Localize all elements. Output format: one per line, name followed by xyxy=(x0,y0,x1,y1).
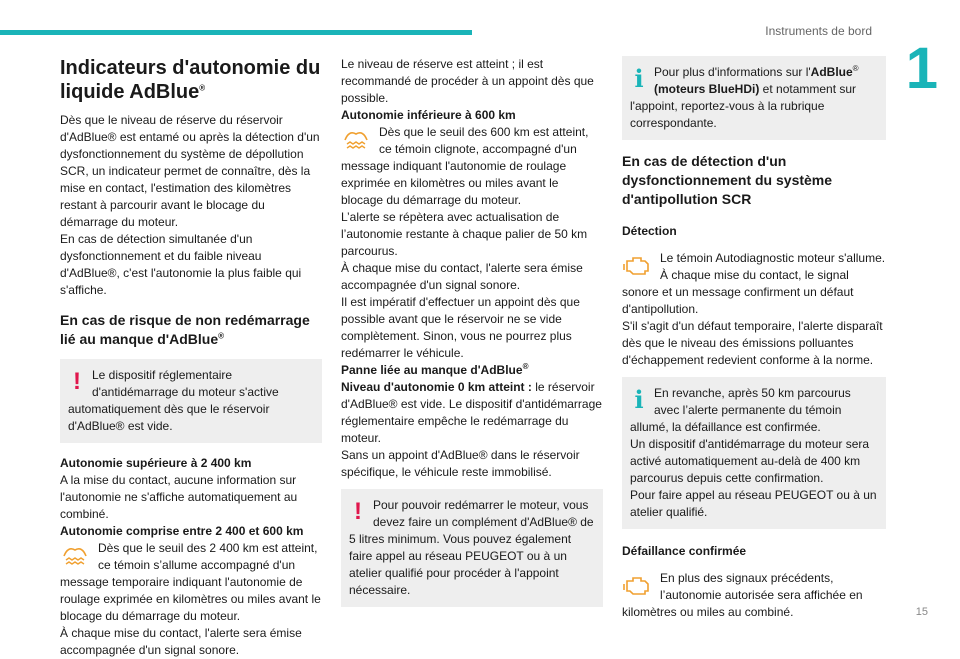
adblue-warning-icon xyxy=(341,126,371,152)
detection-block: Le témoin Autodiagnostic moteur s'allume. xyxy=(622,250,886,267)
detection-p3: S'il s'agit d'un défaut temporaire, l'alerte disparaît dès que le niveau des émissions polluantes d'échappement redevient conforme à la norme. xyxy=(622,319,883,367)
warning-icon: ! xyxy=(73,368,81,395)
panne-title: Panne liée au manque d'AdBlue® xyxy=(341,362,529,377)
confirm-block: En plus des signaux précédents, l’autonomie autorisée sera affichée en kilomètres ou miles au combiné. xyxy=(622,571,863,619)
info-icon: i xyxy=(634,64,644,93)
intro-paragraph: Dès que le niveau de réserve du réservoir d'AdBlue® est entamé ou après la détection d'un dysfonctionnement du système de dépollution SCR, un indicateur permet de connaître, dès la mise en contact, l'estimation des kilomètres restant à parcourir avant le blocage du démarrage du moteur. xyxy=(60,113,320,229)
range-text-2: À chaque mise du contact, l'alerte sera émise accompagnée d'un signal sonore. xyxy=(60,626,302,657)
warning-icon: ! xyxy=(354,498,362,525)
adblue-warning-icon xyxy=(60,542,90,568)
risk-heading: En cas de risque de non redémarrage lié au manque d'AdBlue® xyxy=(60,312,310,347)
column-3 xyxy=(622,56,886,621)
scr-heading: En cas de détection d'un dysfonctionnement du système d'antipollution SCR xyxy=(622,153,833,207)
column-1 xyxy=(60,56,322,659)
info-box: i Pour plus d'informations sur l'AdBlue® (moteurs BlueHDi) et notamment sur l'appoint, reportez-vous à la rubrique correspondante. xyxy=(622,56,886,140)
range-block: Dès que le seuil des 2 400 km est atteint, ce témoin s’allume accompagné d'un message temporaire indiquant l'autonomie de roulage exprimée en kilomètres ou miles avant le blocage du démarrage du moteur. xyxy=(60,541,321,623)
range-title: Autonomie comprise entre 2 400 et 600 km xyxy=(60,524,304,538)
page-number: 15 xyxy=(915,606,928,618)
inf600-p2: L’alerte se répètera avec actualisation de l’autonomie restante à chaque palier de 50 km parcourus. xyxy=(341,210,588,258)
panne-p2: Sans un appoint d'AdBlue® dans le réservoir spécifique, le véhicule reste immobilisé. xyxy=(341,448,580,479)
sup2400-text: A la mise du contact, aucune information sur l'autonomie ne s'affiche automatiquement au combiné. xyxy=(60,473,298,521)
detection-title: Détection xyxy=(622,224,677,238)
column-2 xyxy=(341,56,603,619)
engine-check-icon xyxy=(622,252,652,278)
detection-p2: À chaque mise du contact, le signal sonore et un message confirment un défaut d'antipollution. xyxy=(622,268,854,316)
sup2400-title: Autonomie supérieure à 2 400 km xyxy=(60,456,252,470)
inf600-p4: Il est impératif d'effectuer un appoint dès que possible avant que le réservoir ne se vide complètement. Sinon, vous ne pourrez plus redémarrer le véhicule. xyxy=(341,295,580,360)
inf600-title: Autonomie inférieure à 600 km xyxy=(341,108,516,122)
inf600-block: Dès que le seuil des 600 km est atteint, ce témoin clignote, accompagné d'un message indiquant l'autonomie de roulage exprimée en kilomètres ou miles avant le blocage du démarrage du moteur. xyxy=(341,125,589,207)
confirm-title: Défaillance confirmée xyxy=(622,544,747,558)
inf600-p3: À chaque mise du contact, l'alerte sera émise accompagnée d'un signal sonore. xyxy=(341,261,583,292)
warning-box-2: ! Pour pouvoir redémarrer le moteur, vous devez faire un complément d'AdBlue® de 5 litres minimum. Vous pouvez également faire appel au réseau PEUGEOT ou à un atelier qualifié pour procéder à l'appoint nécessaire. xyxy=(341,489,603,607)
top-accent-bar xyxy=(0,30,472,35)
reserve-paragraph: Le niveau de réserve est atteint ; il est recommandé de procéder à un appoint dès que possible. xyxy=(341,57,594,105)
header-title: Instruments de bord xyxy=(765,24,872,38)
warning-box: ! Le dispositif réglementaire d'antidémarrage du moteur s'active automatiquement dès que le réservoir d'AdBlue® est vide. xyxy=(60,359,322,443)
chapter-number: 1 xyxy=(905,36,938,101)
info-icon: i xyxy=(634,385,644,414)
info-box-2: i En revanche, après 50 km parcourus avec l’alerte permanente du témoin allumé, la défaillance est confirmée. Un dispositif d'antidémarrage du moteur sera activé automatiquement au-delà de 400 km parcourus depuis cette confirmation. Pour faire appel au réseau PEUGEOT ou à un atelier qualifié. xyxy=(622,377,886,529)
section-title: Indicateurs d'autonomie du liquide AdBlue® xyxy=(60,57,321,103)
panne-text: Niveau d'autonomie 0 km atteint : le réservoir d'AdBlue® est vide. Le dispositif d'antidémarrage réglementaire empêche le redémarrage du moteur. xyxy=(341,380,602,445)
engine-check-icon xyxy=(622,572,652,598)
intro-paragraph-2: En cas de détection simultanée d'un dysfonctionnement et du faible niveau d'AdBlue®, c'est l'autonomie la plus faible qui s'affiche. xyxy=(60,232,302,297)
